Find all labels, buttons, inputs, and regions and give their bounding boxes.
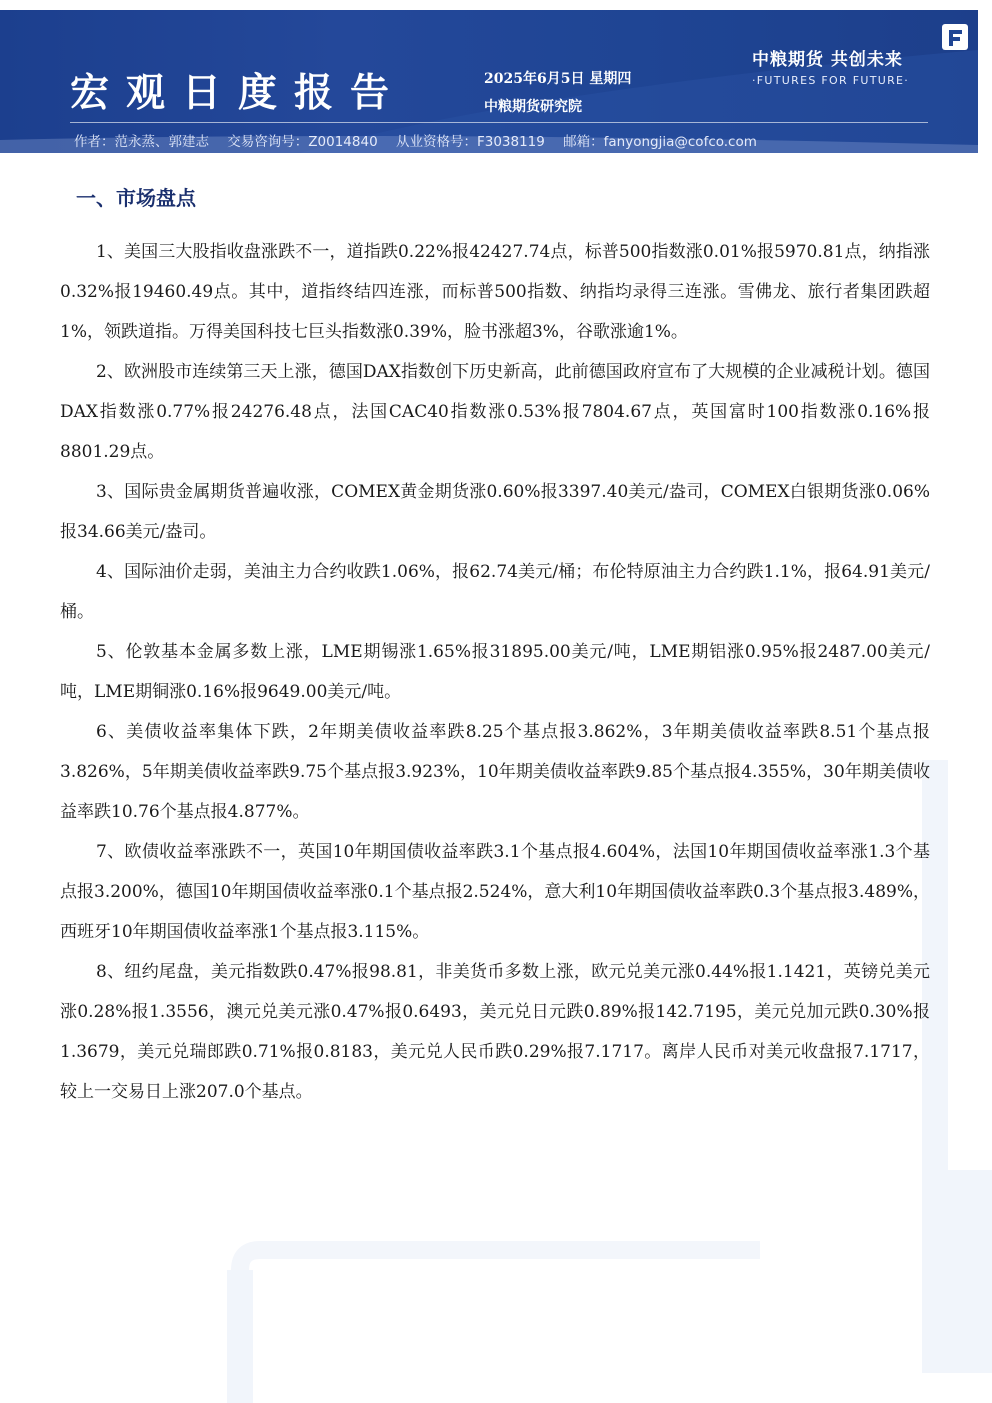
report-body xyxy=(60,232,930,1112)
author-info xyxy=(74,130,771,150)
brand-slogan: ·FUTURES FOR FUTURE· xyxy=(752,74,910,87)
paragraph-eu-bonds: 7、欧债收益率涨跌不一，英国10年期国债收益率跌3.1个基点报4.604%，法国10年期国债收益率涨1.3个基点报3.200%，德国10年期国债收益率涨0.1个基点报2.524%，意大利10年期国债收益率跌0.3个基点报3.489%，西班牙10年期国债收益率涨1个基点报3.115%。 xyxy=(60,842,930,942)
brand-block xyxy=(752,45,932,87)
paragraph-fx: 8、纽约尾盘，美元指数跌0.47%报98.81，非美货币多数上涨，欧元兑美元涨0.44%报1.1421，英镑兑美元涨0.28%报1.3556，澳元兑美元涨0.47%报0.6493，美元兑日元跌0.89%报142.7195，美元兑加元跌0.30%报1.3679，美元兑瑞郎跌0.71%报0.8183，美元兑人民币跌0.29%报7.1717。离岸人民币对美元收盘报7.1717，较上一交易日上涨207.0个基点。 xyxy=(60,962,930,1102)
report-header xyxy=(0,10,978,153)
paragraph-eu-stocks: 2、欧洲股市连续第三天上涨，德国DAX指数创下历史新高，此前德国政府宣布了大规模的企业减税计划。德国DAX指数涨0.77%报24276.48点，法国CAC40指数涨0.53%报7804.67点，英国富时100指数涨0.16%报8801.29点。 xyxy=(60,362,930,462)
author-email: 邮箱：fanyongjia@cofco.com xyxy=(563,134,757,150)
research-institute: 中粮期货研究院 xyxy=(484,99,582,115)
author-names: 作者：范永蒸、郭建志 xyxy=(74,134,209,150)
paragraph-base-metals: 5、伦敦基本金属多数上涨，LME期锡涨1.65%报31895.00美元/吨，LME期铝涨0.95%报2487.00美元/吨，LME期铜涨0.16%报9649.00美元/吨。 xyxy=(60,642,930,702)
header-divider xyxy=(70,122,928,123)
paragraph-oil: 4、国际油价走弱，美油主力合约收跌1.06%，报62.74美元/桶；布伦特原油主力合约跌1.1%，报64.91美元/桶。 xyxy=(60,562,930,622)
brand-logo-icon xyxy=(940,22,970,52)
report-title: 宏观日度报告 xyxy=(70,70,407,116)
paragraph-us-stocks: 1、美国三大股指收盘涨跌不一，道指跌0.22%报42427.74点，标普500指数涨0.01%报5970.81点，纳指涨0.32%报19460.49点。其中，道指终结四连涨，而标普500指数、纳指均录得三连涨。雪佛龙、旅行者集团跌超1%，领跌道指。万得美国科技七巨头指数涨0.39%，脸书涨超3%，谷歌涨逾1%。 xyxy=(60,242,930,342)
report-date: 2025年6月5日 星期四 xyxy=(484,71,632,87)
paragraph-precious-metals: 3、国际贵金属期货普遍收涨，COMEX黄金期货涨0.60%报3397.40美元/盎司，COMEX白银期货涨0.06%报34.66美元/盎司。 xyxy=(60,482,930,542)
qualification-number: 从业资格号：F3038119 xyxy=(395,134,545,150)
paragraph-us-treasuries: 6、美债收益率集体下跌，2年期美债收益率跌8.25个基点报3.862%，3年期美债收益率跌8.51个基点报3.826%，5年期美债收益率跌9.75个基点报3.923%，10年期美债收益率跌9.85个基点报4.355%，30年期美债收益率跌10.76个基点报4.877%。 xyxy=(60,722,930,822)
section-title: 一、市场盘点 xyxy=(76,186,196,210)
consult-number: 交易咨询号：Z0014840 xyxy=(227,134,378,150)
brand-name: 中粮期货 共创未来 xyxy=(752,50,903,70)
